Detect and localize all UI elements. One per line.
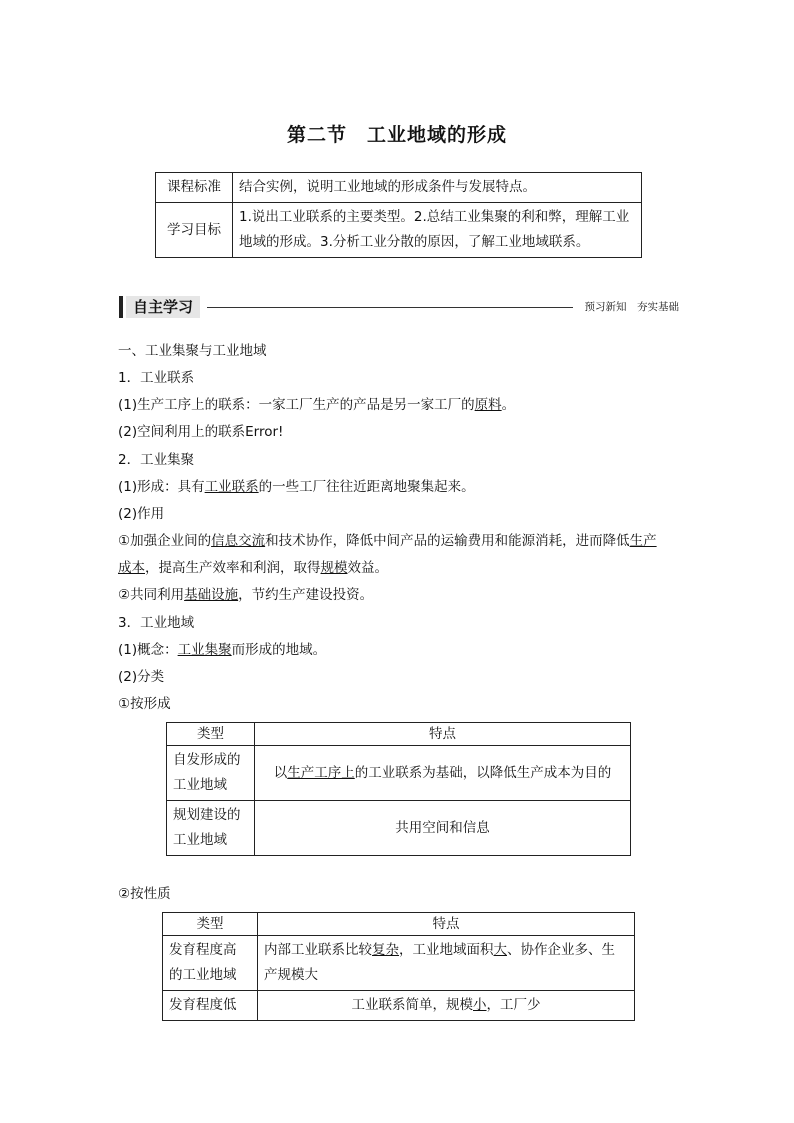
underlined-answer: 复杂 [372,942,399,958]
goal-value [233,203,642,258]
type-cell [167,746,255,801]
text: 的一些工厂往往近距离地聚集起来。 [258,479,475,495]
paragraph [118,395,515,415]
text: ，提高生产效率和利润，取得 [145,560,321,576]
goal-line-2: 地域的形成。3.分析工业分散的原因，了解工业地域联系。 [239,234,590,250]
header-feature: 特点 [258,913,635,936]
header-feature: 特点 [255,723,631,746]
heading-1: 一、工业集聚与工业地域 [118,343,267,359]
paragraph [118,558,388,578]
paragraph [118,477,475,497]
feature-cell: 共用空间和信息 [255,801,631,856]
text: (1)形成：具有 [118,479,205,495]
underlined-answer: 信息交流 [211,533,266,549]
text: (1)生产工序上的联系：一家工厂生产的产品是另一家工厂的 [118,397,475,413]
text: 工业地域 [173,777,227,793]
paragraph [118,531,657,551]
standard-label: 课程标准 [156,173,233,203]
paragraph: (2)作用 [118,506,165,522]
subheading-industrial-agglomeration: 2．工业集聚 [118,452,195,468]
text: 工业地域 [173,832,227,848]
table-row [167,723,631,746]
section-subtitle: 预习新知 夯实基础 [584,301,679,313]
type-cell [163,936,258,991]
text: 。 [501,397,516,413]
feature-cell [255,746,631,801]
text: 效益。 [347,560,388,576]
text: ，节约生产建设投资。 [238,587,374,603]
text: 的工业联系为基础，以降低生产成本为目的 [354,764,612,781]
standard-value: 结合实例，说明工业地域的形成条件与发展特点。 [233,173,642,203]
table-row [163,936,635,991]
page-title: 第二节 工业地域的形成 [286,124,507,146]
underlined-answer: 原料 [474,397,502,413]
text: ①加强企业间的 [118,533,212,549]
text: ②共同利用 [118,587,185,603]
text: 规划建设的 [173,807,241,823]
text: 和技术协作，降低中间产品的运输费用和能源消耗，进而降低 [265,533,630,549]
text: 以 [273,764,288,781]
subheading-industrial-region: 3．工业地域 [118,615,195,631]
table-row [167,801,631,856]
text: 发育程度高 [169,942,237,958]
table-row [167,746,631,801]
paragraph: ①按形成 [118,696,171,712]
underlined-answer: 大 [493,942,507,958]
paragraph [118,585,373,605]
paragraph: (2)空间利用上的联系Error! [118,424,284,440]
underlined-answer: 成本 [118,560,145,576]
underlined-answer: 生产工序上 [287,764,355,781]
feature-line: 产规模大 [264,967,318,983]
text: ，工厂少 [486,997,541,1013]
subheading-industrial-links: 1．工业联系 [118,370,195,386]
section-header [119,296,679,318]
feature-line [264,938,628,963]
paragraph: (2)分类 [118,669,165,685]
goal-line-1: 1.说出工业联系的主要类型。2.总结工业集聚的利和弊，理解工业 [239,209,630,225]
section-label: 自主学习 [126,296,200,318]
header-type: 类型 [163,913,258,936]
underlined-answer: 基础设施 [184,587,239,603]
type-cell: 发育程度低 [163,991,258,1021]
feature-cell [258,936,635,991]
text: 、协作企业多、生 [507,942,615,958]
underlined-answer: 工业集聚 [177,642,232,658]
text: 而形成的地域。 [231,642,327,658]
text: 自发形成的 [173,752,241,768]
type-cell [167,801,255,856]
nature-type-table [162,912,635,1021]
goal-label: 学习目标 [156,203,233,258]
table-row [156,203,642,258]
formation-type-table [166,722,631,856]
underlined-answer: 小 [473,997,487,1013]
header-type: 类型 [167,723,255,746]
text: 的工业地域 [169,967,237,983]
curriculum-standards-table [155,172,642,258]
underlined-answer: 生产 [629,533,657,549]
text: 工业联系简单，规模 [351,997,473,1013]
text: 内部工业联系比较 [264,942,372,958]
table-row [163,913,635,936]
text: ，工业地域面积 [399,942,494,958]
paragraph: ②按性质 [118,886,171,902]
underlined-answer: 工业联系 [204,479,259,495]
underlined-answer: 规模 [320,560,348,576]
section-divider [207,307,573,308]
text: (1)概念： [118,642,178,658]
table-row [156,173,642,203]
section-marker [119,296,123,318]
feature-cell [258,991,635,1021]
table-row [163,991,635,1021]
paragraph [118,640,326,660]
